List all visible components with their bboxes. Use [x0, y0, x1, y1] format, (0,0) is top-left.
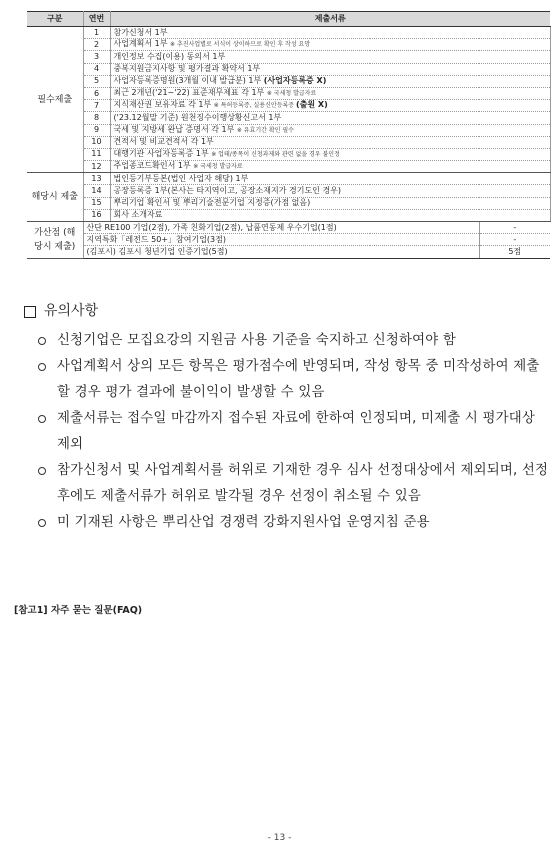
document-note: ※ 유효기간 확인 필수 — [236, 126, 294, 134]
document-cell — [110, 209, 550, 221]
table-row — [27, 51, 550, 63]
document-cell — [110, 51, 550, 63]
notes-section-title — [24, 302, 98, 320]
row-number: 7 — [83, 100, 110, 112]
document-note: ※ 국세청 발급자료 — [266, 90, 317, 98]
document-cell — [110, 136, 550, 148]
document-text: 최근 2개년('21~'22) 표준재무제표 각 1부 — [113, 88, 267, 98]
document-cell — [110, 27, 550, 39]
row-number: 16 — [83, 209, 110, 221]
note-item — [0, 510, 559, 536]
table-row — [27, 39, 550, 51]
bonus-score-cell: 5점 — [479, 246, 550, 258]
document-text: 사업자등록증명원(3개월 이내 발급분) 1부 — [113, 76, 264, 86]
row-number: 8 — [83, 112, 110, 124]
note-text: 참가신청서 및 사업계획서를 허위로 기재한 경우 심사 선정대상에서 제외되며, 선정 후에도 제출서류가 허위로 발각될 경우 선정이 취소될 수 있음 — [57, 463, 549, 504]
circle-bullet-icon — [38, 519, 46, 527]
document-text: ('23.12월말 기준) 원천징수이행상황신고서 1부 — [113, 112, 282, 122]
document-cell — [110, 161, 550, 173]
document-text: 공장등록증 1부(본사는 타지역이고, 공장소재지가 경기도인 경우) — [113, 186, 342, 196]
note-text: 신청기업은 모집요강의 지원금 사용 기준을 숙지하고 신청하여야 함 — [57, 333, 456, 348]
note-text: 사업계획서 상의 모든 항목은 평가점수에 반영되며, 작성 항목 중 미작성하여 제출할 경우 평가 결과에 불이익이 발생할 수 있음 — [57, 359, 540, 400]
table-row — [27, 197, 550, 209]
row-number: 10 — [83, 136, 110, 148]
document-text: 뿌리기업 확인서 및 뿌리기술전문기업 지정증(가점 없음) — [113, 198, 311, 208]
document-text: 견적서 및 비교견적서 각 1부 — [113, 137, 214, 147]
document-text: 주업종코드확인서 1부 — [113, 161, 194, 171]
circle-bullet-icon — [38, 467, 46, 475]
table-row — [27, 100, 550, 112]
note-item — [0, 406, 559, 458]
bonus-item-cell: 산단 RE100 기업(2점), 가족 친화기업(2점), 납품연동제 우수기업(1점) — [83, 222, 479, 234]
document-text: 국세 및 지방세 완납 증명서 각 1부 — [113, 124, 237, 134]
row-number: 12 — [83, 161, 110, 173]
document-cell — [110, 100, 550, 112]
document-cell — [110, 185, 550, 197]
document-text: 참가신청서 1부 — [113, 27, 168, 37]
page-number: - 13 - — [267, 833, 292, 843]
note-item — [0, 354, 559, 406]
row-number: 3 — [83, 51, 110, 63]
document-note: ※ 국세청 발급자료 — [193, 163, 243, 171]
row-number: 14 — [83, 185, 110, 197]
notes-title-text: 유의사항 — [44, 303, 99, 319]
table-row — [27, 124, 550, 136]
document-cell — [110, 197, 550, 209]
row-number: 5 — [83, 75, 110, 87]
circle-bullet-icon — [38, 363, 46, 371]
document-text: 법인등기부등본(법인 사업자 해당) 1부 — [113, 173, 249, 183]
note-text: 제출서류는 접수일 마감까지 접수된 자료에 한하여 인정되며, 미제출 시 평가대상 제외 — [57, 411, 536, 452]
category-cell: 해당시 제출 — [27, 173, 83, 222]
submission-documents-table — [27, 11, 551, 259]
document-cell — [110, 173, 550, 185]
document-text: 대행기관 사업자등록증 1부 — [113, 148, 212, 158]
table-row — [27, 222, 550, 234]
category-cell: 가산점 (해당시 제출) — [27, 222, 83, 259]
table-row — [27, 136, 550, 148]
document-note: ※ 업태/종목이 신청과제와 관련 없을 경우 불인정 — [211, 150, 340, 158]
document-cell — [110, 87, 550, 99]
table-row — [27, 27, 550, 39]
circle-bullet-icon — [38, 337, 46, 345]
document-cell — [110, 63, 550, 75]
table-row — [27, 185, 550, 197]
note-item — [0, 328, 559, 354]
document-text: 사업계획서 1부 — [113, 39, 171, 49]
document-cell — [110, 124, 550, 136]
bonus-item-cell: (김포시) 김포시 청년기업 인증기업(5점) — [83, 246, 479, 258]
header-category: 구분 — [27, 12, 83, 27]
notes-list — [0, 328, 559, 536]
table-row — [27, 112, 550, 124]
row-number: 4 — [83, 63, 110, 75]
reference-heading: [참고1] 자주 묻는 질문(FAQ) — [14, 605, 143, 616]
row-number: 13 — [83, 173, 110, 185]
header-documents: 제출서류 — [110, 12, 550, 27]
bonus-item-cell: 지역특화「레전드 50+」참여기업(3점) — [83, 234, 479, 246]
table-row — [27, 87, 550, 99]
row-number: 15 — [83, 197, 110, 209]
circle-bullet-icon — [38, 415, 46, 423]
table-row — [27, 75, 550, 87]
table-row — [27, 209, 550, 221]
table-header-row — [27, 12, 550, 27]
document-note: ※ 특허등록증, 실용신안등록증 — [213, 102, 296, 110]
document-cell — [110, 75, 550, 87]
document-text: 지식재산권 보유자료 각 1부 — [113, 100, 214, 110]
document-cell — [110, 39, 550, 51]
row-number: 6 — [83, 87, 110, 99]
document-text: 회사 소개자료 — [113, 210, 163, 220]
header-number: 연번 — [83, 12, 110, 27]
category-cell: 필수제출 — [27, 27, 83, 173]
document-cell — [110, 148, 550, 160]
document-note: ※ 추진사업별로 서식이 상이하므로 확인 후 작성 요망 — [170, 41, 311, 49]
bonus-score-cell: - — [479, 234, 550, 246]
square-bullet-icon — [24, 306, 36, 318]
table-row — [27, 161, 550, 173]
document-text: 개인정보 수집(이용) 동의서 1부 — [113, 51, 226, 61]
table-row — [27, 246, 550, 258]
table-row — [27, 173, 550, 185]
table-row — [27, 148, 550, 160]
row-number: 1 — [83, 27, 110, 39]
note-text: 미 기재된 사항은 뿌리산업 경쟁력 강화지원사업 운영지침 준용 — [57, 515, 430, 530]
table-row — [27, 234, 550, 246]
document-emphasis: (사업자등록증 X) — [263, 76, 327, 86]
document-text: 중복지원금지사항 및 평가결과 확약서 1부 — [113, 64, 261, 74]
document-emphasis: (출원 X) — [296, 100, 328, 110]
table-row — [27, 63, 550, 75]
row-number: 2 — [83, 39, 110, 51]
row-number: 9 — [83, 124, 110, 136]
row-number: 11 — [83, 148, 110, 160]
note-item — [0, 458, 559, 510]
document-cell — [110, 112, 550, 124]
bonus-score-cell: - — [479, 222, 550, 234]
